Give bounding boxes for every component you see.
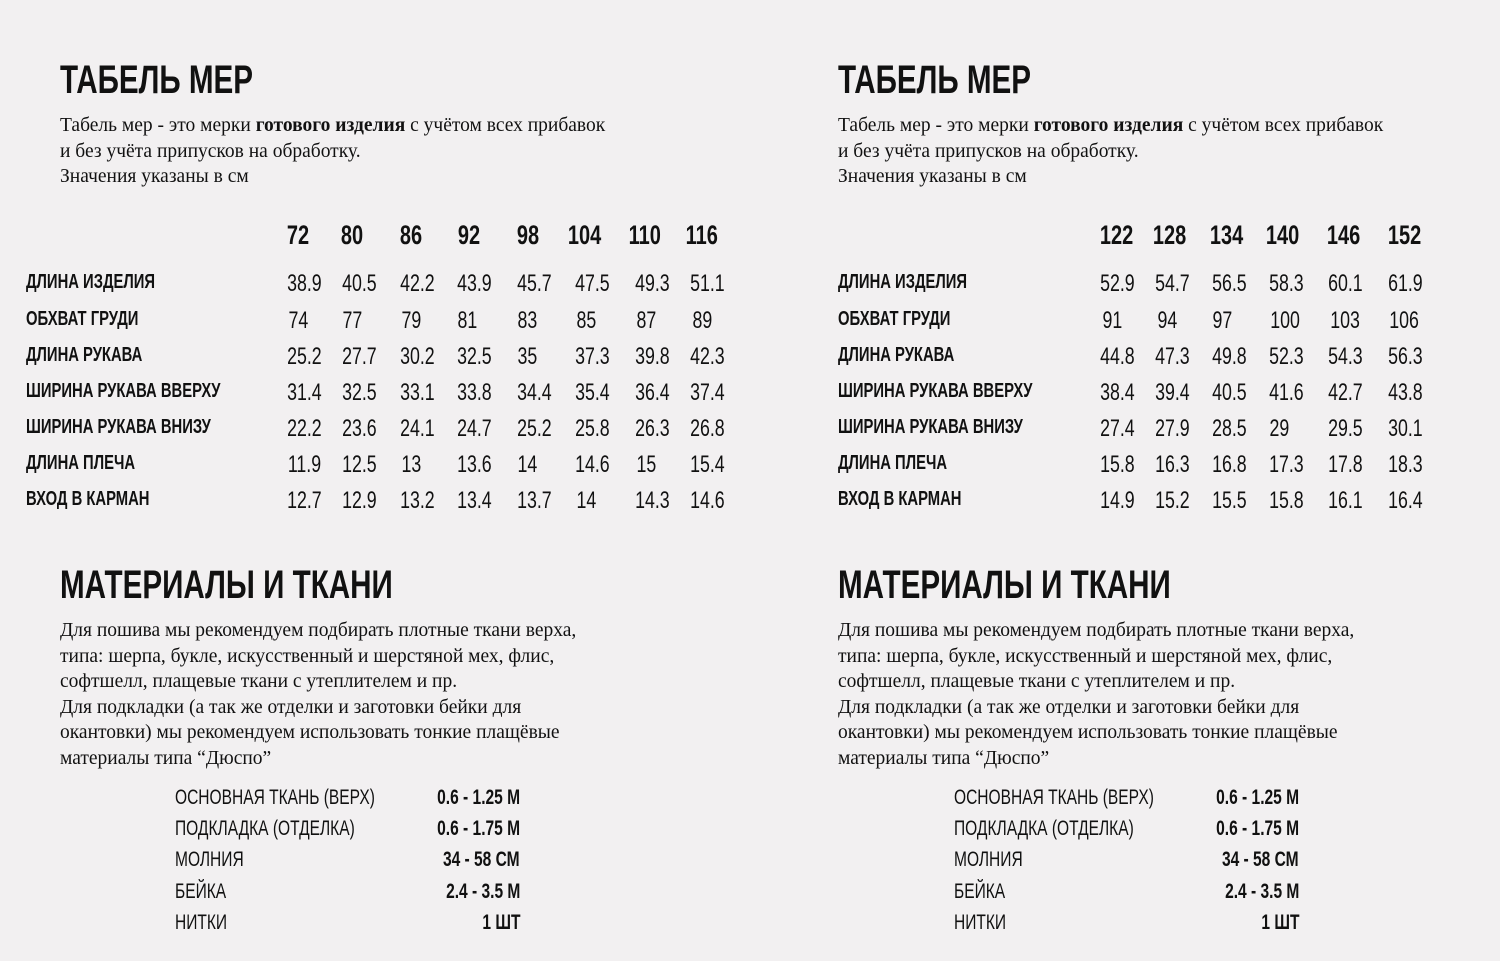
cell: 14: [576, 487, 596, 514]
cell: 15.8: [1268, 487, 1304, 514]
cell: 106: [1389, 307, 1419, 334]
materials-description: [60, 618, 576, 772]
cell: 13.2: [399, 487, 435, 514]
materials-text-line: материалы типа “Дюспо”: [838, 747, 1050, 769]
cell: 60.1: [1327, 270, 1363, 297]
cell: 45.7: [516, 270, 552, 297]
cell: 40.5: [341, 270, 377, 297]
cell: 31.4: [286, 379, 322, 406]
cell: 35: [517, 343, 537, 370]
row-label: ОБХВАТ ГРУДИ: [26, 308, 139, 330]
cell: 37.3: [574, 343, 610, 370]
cell: 17.3: [1268, 451, 1304, 478]
cell: 39.8: [634, 343, 670, 370]
cell: 15.5: [1211, 487, 1247, 514]
cell: 33.1: [399, 379, 435, 406]
cell: 27.9: [1154, 415, 1190, 442]
size-header: 134: [1210, 220, 1244, 250]
cell: 15: [636, 451, 656, 478]
material-amount: 0.6 - 1.75 М: [1216, 817, 1299, 840]
cell: 15.2: [1154, 487, 1190, 514]
cell: 24.1: [399, 415, 435, 442]
cell: 16.3: [1154, 451, 1190, 478]
cell: 32.5: [341, 379, 377, 406]
cell: 42.3: [689, 343, 725, 370]
cell: 89: [692, 307, 712, 334]
material-amount: 34 - 58 СМ: [1222, 848, 1299, 871]
cell: 22.2: [286, 415, 322, 442]
material-amount: 34 - 58 СМ: [443, 848, 520, 871]
size-header: 86: [399, 220, 423, 250]
cell: 16.4: [1387, 487, 1423, 514]
cell: 28.5: [1211, 415, 1247, 442]
cell: 97: [1212, 307, 1232, 334]
cell: 14.3: [634, 487, 670, 514]
cell: 14.9: [1099, 487, 1135, 514]
cell: 43.9: [456, 270, 492, 297]
cell: 14.6: [689, 487, 725, 514]
cell: 15.8: [1099, 451, 1135, 478]
materials-text-line: Для подкладки (а так же отделки и заготовки бейки для: [838, 696, 1300, 718]
cell: 43.8: [1387, 379, 1423, 406]
cell: 47.5: [574, 270, 610, 297]
material-label: НИТКИ: [954, 911, 1007, 934]
size-header: 92: [457, 220, 481, 250]
cell: 37.4: [689, 379, 725, 406]
material-label: БЕЙКА: [954, 880, 1006, 903]
materials-text-line: окантовки) мы рекомендуем использовать тонкие плащёвые: [838, 722, 1338, 744]
cell: 13: [401, 451, 421, 478]
cell: 14: [517, 451, 537, 478]
size-header: 128: [1153, 220, 1187, 250]
cell: 87: [636, 307, 656, 334]
cell: 16.8: [1211, 451, 1247, 478]
cell: 52.3: [1268, 343, 1304, 370]
size-chart-intro: [838, 113, 1383, 190]
cell: 36.4: [634, 379, 670, 406]
cell: 25.8: [574, 415, 610, 442]
cell: 38.4: [1099, 379, 1135, 406]
row-label: ДЛИНА ПЛЕЧА: [838, 452, 948, 474]
material-amount: 1 ШТ: [481, 911, 520, 934]
row-label: ДЛИНА ИЗДЕЛИЯ: [26, 271, 156, 293]
cell: 26.3: [634, 415, 670, 442]
material-label: БЕЙКА: [175, 880, 227, 903]
material-amount: 0.6 - 1.25 М: [437, 786, 520, 809]
size-header: 140: [1266, 220, 1300, 250]
cell: 54.7: [1154, 270, 1190, 297]
intro-line-1: Табель мер - это мерки готового изделия с учётом всех прибавок: [60, 115, 606, 136]
cell: 91: [1102, 307, 1122, 334]
cell: 61.9: [1387, 270, 1423, 297]
cell: 27.7: [341, 343, 377, 370]
size-header: 146: [1327, 220, 1361, 250]
material-amount: 2.4 - 3.5 М: [1224, 880, 1299, 903]
material-label: МОЛНИЯ: [954, 848, 1023, 871]
cell: 30.2: [399, 343, 435, 370]
cell: 12.9: [341, 487, 377, 514]
cell: 49.3: [634, 270, 670, 297]
cell: 33.8: [456, 379, 492, 406]
row-label: ВХОД В КАРМАН: [26, 488, 150, 510]
material-amount: 0.6 - 1.25 М: [1216, 786, 1299, 809]
cell: 29: [1269, 415, 1289, 442]
cell: 35.4: [574, 379, 610, 406]
cell: 100: [1270, 307, 1300, 334]
cell: 16.1: [1327, 487, 1363, 514]
materials-text-line: софтшелл, плащевые ткани с утеплителем и пр.: [60, 671, 458, 693]
cell: 52.9: [1099, 270, 1135, 297]
size-chart-intro: [60, 113, 605, 190]
cell: 54.3: [1327, 343, 1363, 370]
cell: 24.7: [456, 415, 492, 442]
intro-line-2: и без учёта припусков на обработку.: [60, 140, 361, 162]
cell: 40.5: [1211, 379, 1247, 406]
cell: 32.5: [456, 343, 492, 370]
cell: 83: [517, 307, 537, 334]
materials-text-line: Для пошива мы рекомендуем подбирать плотные ткани верха,: [60, 620, 577, 641]
cell: 13.7: [516, 487, 552, 514]
cell: 12.7: [286, 487, 322, 514]
material-amount: 0.6 - 1.75 М: [437, 817, 520, 840]
cell: 79: [401, 307, 421, 334]
row-label: ДЛИНА РУКАВА: [26, 344, 143, 366]
row-label: ШИРИНА РУКАВА ВНИЗУ: [26, 416, 211, 438]
cell: 13.6: [456, 451, 492, 478]
row-label: ВХОД В КАРМАН: [838, 488, 962, 510]
cell: 14.6: [574, 451, 610, 478]
cell: 25.2: [516, 415, 552, 442]
row-label: ШИРИНА РУКАВА ВВЕРХУ: [26, 380, 221, 402]
cell: 74: [288, 307, 308, 334]
cell: 39.4: [1154, 379, 1190, 406]
cell: 11.9: [287, 451, 321, 478]
size-header: 98: [516, 220, 540, 250]
cell: 94: [1157, 307, 1177, 334]
materials-text-line: окантовки) мы рекомендуем использовать тонкие плащёвые: [60, 722, 560, 744]
cell: 13.4: [456, 487, 492, 514]
intro-line-1: Табель мер - это мерки готового изделия с учётом всех прибавок: [838, 115, 1384, 136]
row-label: ОБХВАТ ГРУДИ: [838, 308, 951, 330]
material-label: ОСНОВНАЯ ТКАНЬ (ВЕРХ): [954, 786, 1154, 809]
cell: 42.7: [1327, 379, 1363, 406]
cell: 23.6: [341, 415, 377, 442]
cell: 44.8: [1099, 343, 1135, 370]
row-label: ДЛИНА РУКАВА: [838, 344, 955, 366]
cell: 26.8: [689, 415, 725, 442]
materials-text-line: материалы типа “Дюспо”: [60, 747, 272, 769]
size-header: 104: [568, 220, 602, 250]
cell: 17.8: [1327, 451, 1363, 478]
size-chart-panel-right: [780, 0, 1500, 961]
size-chart-title: ТАБЕЛЬ МЕР: [60, 58, 254, 102]
cell: 15.4: [689, 451, 725, 478]
cell: 34.4: [516, 379, 552, 406]
cell: 38.9: [286, 270, 322, 297]
cell: 49.8: [1211, 343, 1247, 370]
cell: 56.5: [1211, 270, 1247, 297]
cell: 81: [457, 307, 477, 334]
cell: 51.1: [689, 270, 725, 297]
materials-text-line: Для подкладки (а так же отделки и заготовки бейки для: [60, 696, 522, 718]
materials-title: МАТЕРИАЛЫ И ТКАНИ: [838, 563, 1171, 607]
material-label: МОЛНИЯ: [175, 848, 244, 871]
materials-text-line: типа: шерпа, букле, искусственный и шерстяной мех, флис,: [60, 645, 555, 667]
row-label: ШИРИНА РУКАВА ВНИЗУ: [838, 416, 1023, 438]
intro-line-3: Значения указаны в см: [838, 166, 1027, 188]
material-label: ОСНОВНАЯ ТКАНЬ (ВЕРХ): [175, 786, 375, 809]
size-header: 110: [628, 220, 662, 250]
size-header: 122: [1100, 220, 1134, 250]
intro-line-3: Значения указаны в см: [60, 166, 249, 188]
cell: 77: [342, 307, 362, 334]
size-header: 72: [286, 220, 310, 250]
cell: 41.6: [1268, 379, 1304, 406]
cell: 42.2: [399, 270, 435, 297]
size-header: 80: [340, 220, 364, 250]
materials-text-line: Для пошива мы рекомендуем подбирать плотные ткани верха,: [838, 620, 1355, 641]
cell: 30.1: [1387, 415, 1423, 442]
row-label: ДЛИНА ПЛЕЧА: [26, 452, 136, 474]
size-header: 152: [1388, 220, 1422, 250]
cell: 103: [1330, 307, 1360, 334]
material-label: ПОДКЛАДКА (ОТДЕЛКА): [175, 817, 355, 840]
cell: 27.4: [1099, 415, 1135, 442]
materials-description: [838, 618, 1354, 772]
cell: 12.5: [341, 451, 377, 478]
cell: 56.3: [1387, 343, 1423, 370]
material-amount: 1 ШТ: [1260, 911, 1299, 934]
cell: 58.3: [1268, 270, 1304, 297]
row-label: ДЛИНА ИЗДЕЛИЯ: [838, 271, 968, 293]
materials-text-line: типа: шерпа, букле, искусственный и шерстяной мех, флис,: [838, 645, 1333, 667]
cell: 29.5: [1327, 415, 1363, 442]
size-header: 116: [685, 220, 719, 250]
cell: 47.3: [1154, 343, 1190, 370]
materials-text-line: софтшелл, плащевые ткани с утеплителем и пр.: [838, 671, 1236, 693]
materials-title: МАТЕРИАЛЫ И ТКАНИ: [60, 563, 393, 607]
cell: 18.3: [1387, 451, 1423, 478]
material-label: ПОДКЛАДКА (ОТДЕЛКА): [954, 817, 1134, 840]
material-amount: 2.4 - 3.5 М: [445, 880, 520, 903]
row-label: ШИРИНА РУКАВА ВВЕРХУ: [838, 380, 1033, 402]
intro-line-2: и без учёта припусков на обработку.: [838, 140, 1139, 162]
material-label: НИТКИ: [175, 911, 228, 934]
size-chart-title: ТАБЕЛЬ МЕР: [838, 58, 1032, 102]
cell: 25.2: [286, 343, 322, 370]
cell: 85: [576, 307, 596, 334]
